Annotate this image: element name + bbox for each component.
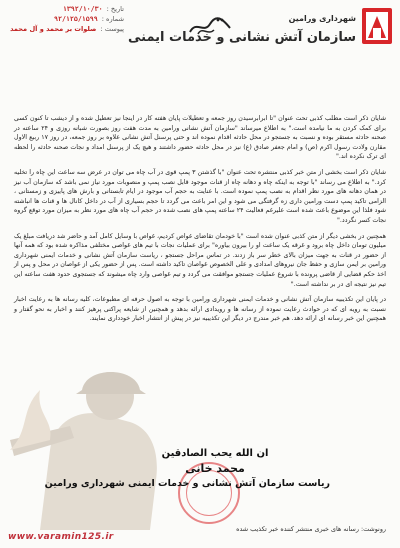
org-municipality: شهرداری ورامین — [288, 14, 356, 23]
body-paragraph: در پایان این تکذیبیه سازمان آتش نشانی و خدمات ایمنی شهرداری ورامین با توجه به اصول حرفه ای مطبوعات، کلیه رسانه ها به رعایت اخبار نسبت به رویه ای که در حوادث رعایت نموده از رسانه ها و رویدادی ارائه بدهد و همچنین از شایعه پراکنی پرهیز کنند و اخبار به نحو گفتار و همچنین این خبر رسانه ای ارائه دهد. هم خبر مندرج در دیگر این تکذیبیه نیز در پیش از انتشار اخبار خودداری نمایند. — [14, 296, 386, 323]
firefighter-watermark-icon — [10, 330, 180, 530]
body-paragraph: همچنین در بخشی دیگر از متن کذبی عنوان شده است "با خودمان تقاضای غواص کردیم، غواص با وسایل کامل آمد و حاضر شد دریافت مبلغ یک میلیون تومان داخل چاه برود و غرقه یک ساعت او را بیرون بیاوره" برای عملیات نجات با تیم های غواصی مختلفی مذاکره شده بود که همه آنها از حضور در قنات به جهت میزان بالای خطر سر باز زدند. در تماس مراحل جستجو ، ریاست سازمان آتش نشانی و خدمات ایمنی شهرداری ورامین بر ایمن سازی و حفظ جان نیروهای امدادی و علی الخصوص غواصان تاکید داشته است. پس از حضور یکی از غواصان در محل و پس از اخذ حکم قضایی از قاضی پرونده با شروع عملیات جستجو موافقت می گردد و تیم غواصی وارد چاه میشوند که جستجوی حدود هفت ساعته این تیم نیز نتیجه ای در بر نداشته است." — [14, 232, 386, 288]
org-name: سازمان آتش نشانی و خدمات ایمنی — [127, 30, 356, 45]
body-paragraph: شایان ذکر است مطلب کذبی تحت عنوان "تا ابرابرسیدن روز جمعه و تعطیلات پایان هفته کار در اینجا نیز تعطیل شده و از دیشب تا کنون کسی برای کمک کردن به ما نیامده است." به اطلاع میرساند "سازمان آتش نشانی ورامین به مدت هفت روز بصورت شبانه روزی و ۲۴ ساعته در صحنه حادثه مستقر بوده و نسبت به جستجو در محل حادثه اقدام نموده اند و حتی پرسنل آتش نشانی علاوه بر روز جمعه، در روز ۱۷ ربیع الاول مقارن ولادت رسول اکرم (ص) و امام جعفر صادق (ع) نیز در محل حادثه حضور داشتند و هیچ یک از پرسنل امداد و نجات صحنه حادثه را لحظه ای ترک نکرده اند." — [14, 115, 386, 161]
copy-note: رونوشت: رسانه های خبری منتشر کننده خبر تکذیب شده — [236, 525, 386, 533]
signature-block — [44, 448, 330, 489]
number-label: شماره : — [101, 15, 124, 23]
letter-header — [0, 0, 400, 78]
bismillah-emblem — [188, 14, 232, 38]
number-value: ۹۲/۱۲۵/۱۵۹۹ — [54, 15, 98, 23]
date-label: تاریخ : — [106, 5, 124, 13]
letter-body — [14, 114, 386, 330]
website-watermark: www.varamin125.ir — [8, 532, 114, 542]
fire-department-logo-icon — [362, 8, 392, 44]
attachment-label: پیوست : — [100, 25, 124, 33]
attachment-value: صلوات بر محمد و آل محمد — [10, 25, 97, 33]
number-row — [6, 14, 124, 24]
body-paragraph: شایان ذکر است بخشی از متن خبر کذبی منتشره تحت عنوان "با گذشتن ۳ پمپ قوی در آب چاه می توان در عرض سه ساعت این چاه را تخلیه کرد." به اطلاع می رساند "با توجه به اینکه چاه و دهانه چاه از قنات موجود قابل نصب پمپ و منصوبات مورد نیاز نمی باشد که سازمان آب نیز در همان دهانه های مورد نظر اقدام به نصب پمپ نموده است. با عنایت به حجم آب موجود در ایام تابستانی و بارش های پاییزی و زمستانی ، الزامی تاکید پمپ دست ورامین داری زه گرفتگی می شود و این امر باعث می گردد تا حجم بسیاری از آب در داخل کانال ها و قنات ها انباشته شود فلذا این موضوع باعث شده است علیرغم فعالیت ۲۴ ساعته پمپ های نصب شده در حجم آب چاه های مورد نظر به میزان مورد توقع گروه نجات کسر نگردد." — [14, 168, 387, 224]
letter-meta — [6, 4, 124, 34]
signatory-role: ریاست سازمان آتش نشانی و خدمات ایمنی شهرداری ورامین — [44, 478, 330, 489]
date-row — [6, 4, 124, 14]
attachment-row — [6, 24, 124, 34]
signatory-name: محمد خانی — [185, 462, 245, 475]
date-value: ۱۳۹۲/۱۰/۳۰ — [62, 5, 103, 13]
signature-motto: ان الله یحب الصادقین — [161, 448, 269, 459]
